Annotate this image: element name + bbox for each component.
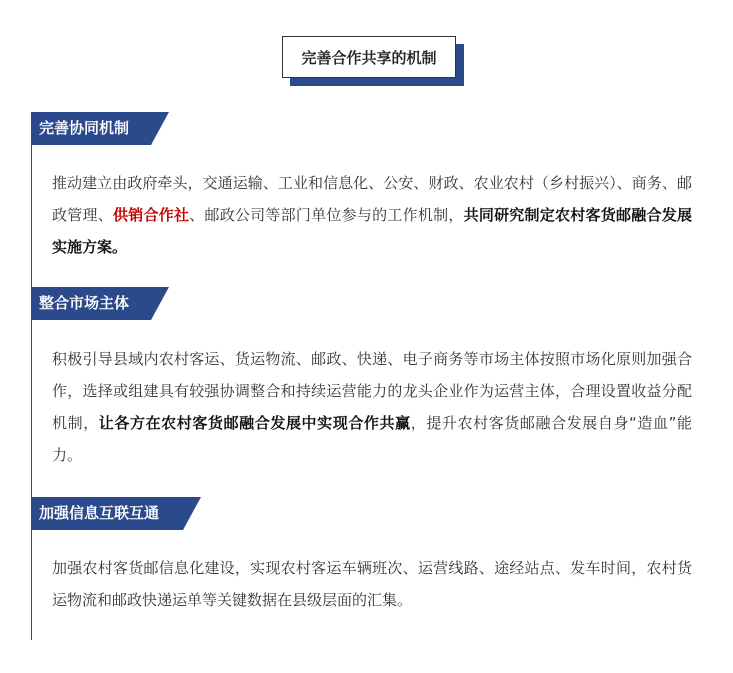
section-heading-label: 整合市场主体: [39, 294, 130, 312]
section-heading-2: [31, 287, 169, 320]
left-accent-line: [31, 112, 32, 640]
section-paragraph-1: [52, 167, 692, 263]
title-banner: [282, 36, 464, 86]
section-paragraph-3: [52, 552, 692, 616]
paragraph-text: 推动建立由政府牵头，交通运输、工业和信息化、公安、财政、农业农村（乡村振兴）、商务、邮政管理、: [52, 174, 692, 224]
paragraph-text: 、邮政公司等部门单位参与的工作机制，: [189, 206, 464, 224]
section-heading-label: 完善协同机制: [39, 119, 130, 137]
section-paragraph-2: [52, 343, 692, 471]
paragraph-text: 积极引导县域内农村客运、货运物流、邮政、快递、电子商务等市场主体按照市场化原则加强合作，选择或组建具有较强协调整合和持续运营能力的龙头企业作为运营主体，合理设置收益分配机制，: [52, 350, 692, 432]
highlight-text: 供销合作社: [112, 206, 190, 224]
bold-text: 共同研究制定农村客货邮融合发展实施方案。: [52, 206, 692, 256]
page-title: 完善合作共享的机制: [282, 36, 456, 78]
paragraph-text: 加强农村客货邮信息化建设，实现农村客运车辆班次、运营线路、途经站点、发车时间，农村货运物流和邮政快递运单等关键数据在县级层面的汇集。: [52, 559, 692, 609]
section-heading-label: 加强信息互联互通: [39, 504, 160, 522]
paragraph-text: ，提升农村客货邮融合发展自身“造血”能力。: [52, 414, 692, 464]
section-heading-1: [31, 112, 169, 145]
bold-text: 让各方在农村客货邮融合发展中实现合作共赢: [98, 414, 411, 432]
section-heading-3: [31, 497, 201, 530]
